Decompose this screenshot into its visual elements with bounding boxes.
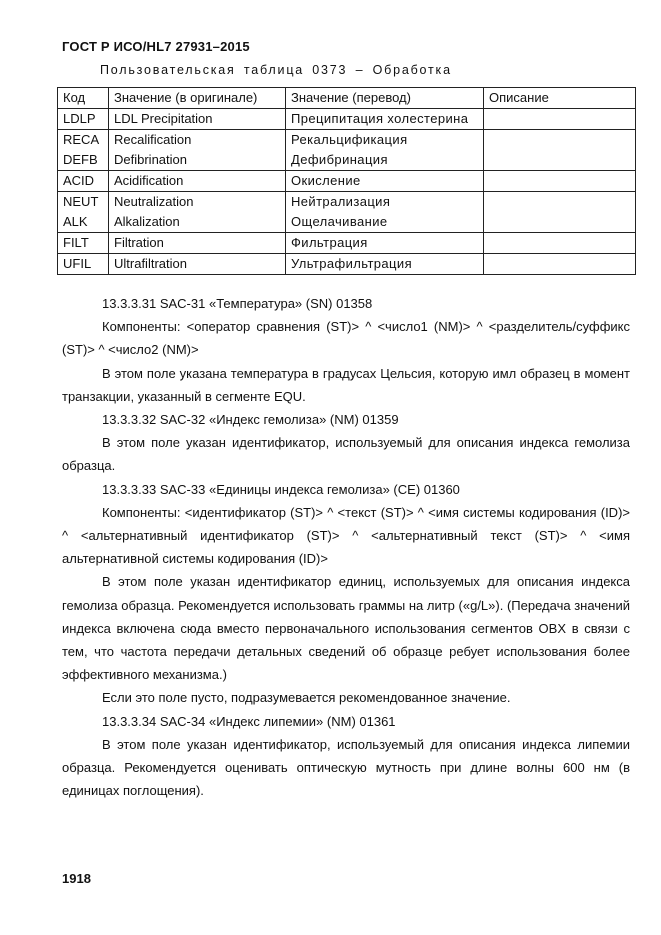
cell-description xyxy=(484,109,636,130)
column-header-translation: Значение (перевод) xyxy=(286,88,484,109)
cell-translation: Нейтрализация xyxy=(286,192,484,213)
table-row xyxy=(58,192,636,213)
cell-code: FILT xyxy=(58,233,109,254)
cell-translation: Фильтрация xyxy=(286,233,484,254)
cell-original: Filtration xyxy=(109,233,286,254)
paragraph: В этом поле указан идентификатор, используемый для описания индекса гемолиза образца. xyxy=(62,435,630,474)
section-heading-sac33: 13.3.3.33 SAC-33 «Единицы индекса гемолиза» (CE) 01360 xyxy=(102,481,460,497)
column-header-original: Значение (в оригинале) xyxy=(109,88,286,109)
section-heading-sac31: 13.3.3.31 SAC-31 «Температура» (SN) 01358 xyxy=(102,296,373,311)
table-caption: Пользовательская таблица 0373 – Обработка xyxy=(100,63,452,77)
cell-original: LDL Precipitation xyxy=(109,109,286,130)
cell-translation: Дефибринация xyxy=(286,150,484,171)
cell-translation: Преципитация холестерина xyxy=(286,109,484,130)
column-header-code: Код xyxy=(58,88,109,109)
cell-code: NEUT xyxy=(58,192,109,213)
paragraph: Компоненты: <оператор сравнения (ST)> ^ <число1 (NM)> ^ <разделитель/суффикс (ST)> ^ <число2 (NM)> xyxy=(62,319,630,358)
table-row xyxy=(58,233,636,254)
table-row xyxy=(58,171,636,192)
paragraph: В этом поле указан идентификатор, используемый для описания индекса липемии образца. Рекомендуется оценивать оптическую мутность при длине волны 600 нм (в единицах поглощения). xyxy=(62,736,630,799)
table-row xyxy=(58,109,636,130)
cell-code: RECA xyxy=(58,130,109,151)
table-header-row xyxy=(58,88,636,109)
cell-original: Acidification xyxy=(109,171,286,192)
column-header-description: Описание xyxy=(484,88,636,109)
cell-description xyxy=(484,192,636,213)
cell-original: Ultrafiltration xyxy=(109,254,286,275)
cell-description xyxy=(484,171,636,192)
section-heading-sac32: 13.3.3.32 SAC-32 «Индекс гемолиза» (NM) 01359 xyxy=(102,412,399,428)
processing-table xyxy=(57,87,636,275)
cell-code: UFIL xyxy=(58,254,109,275)
document-header: ГОСТ Р ИСО/HL7 27931–2015 xyxy=(62,39,250,54)
cell-description xyxy=(484,254,636,275)
cell-description xyxy=(484,233,636,254)
cell-original: Alkalization xyxy=(109,212,286,233)
cell-original: Neutralization xyxy=(109,192,286,213)
cell-code: ACID xyxy=(58,171,109,192)
cell-translation: Окисление xyxy=(286,171,484,192)
table-row xyxy=(58,150,636,171)
cell-code: LDLP xyxy=(58,109,109,130)
paragraph: В этом поле указана температура в градусах Цельсия, которую имл образец в момент транзакции, указанный в сегменте EQU. xyxy=(62,365,630,404)
cell-description xyxy=(484,150,636,171)
paragraph: Компоненты: <идентификатор (ST)> ^ <текст (ST)> ^ <имя системы кодирования (ID)> ^ <альтернативный идентификатор (ST)> ^ <альтернативный текст (ST)> ^ <имя альтернативной системы кодирования (ID)> xyxy=(62,504,630,567)
page-number: 1918 xyxy=(62,871,91,886)
cell-description xyxy=(484,212,636,233)
table-row xyxy=(58,254,636,275)
body-text xyxy=(62,292,630,802)
table-row xyxy=(58,212,636,233)
cell-description xyxy=(484,130,636,151)
cell-translation: Рекальцификация xyxy=(286,130,484,151)
cell-code: ALK xyxy=(58,212,109,233)
section-heading-sac34: 13.3.3.34 SAC-34 «Индекс липемии» (NM) 01361 xyxy=(102,713,396,729)
cell-translation: Ультрафильтрация xyxy=(286,254,484,275)
paragraph: В этом поле указан идентификатор единиц, используемых для описания индекса гемолиза образца. Рекомендуется использовать граммы на литр («g/L»). (Передача значений индекса включена сюда вместо первоначального использования сегментов OBX в связи с тем, что частота передачи детальных сведений об образце ребует использования более эффективного механизма.) xyxy=(62,574,630,683)
paragraph: Если это поле пусто, подразумевается рекомендованное значение. xyxy=(102,690,511,706)
cell-original: Recalification xyxy=(109,130,286,151)
table-row xyxy=(58,130,636,151)
cell-code: DEFB xyxy=(58,150,109,171)
cell-original: Defibrination xyxy=(109,150,286,171)
cell-translation: Ощелачивание xyxy=(286,212,484,233)
